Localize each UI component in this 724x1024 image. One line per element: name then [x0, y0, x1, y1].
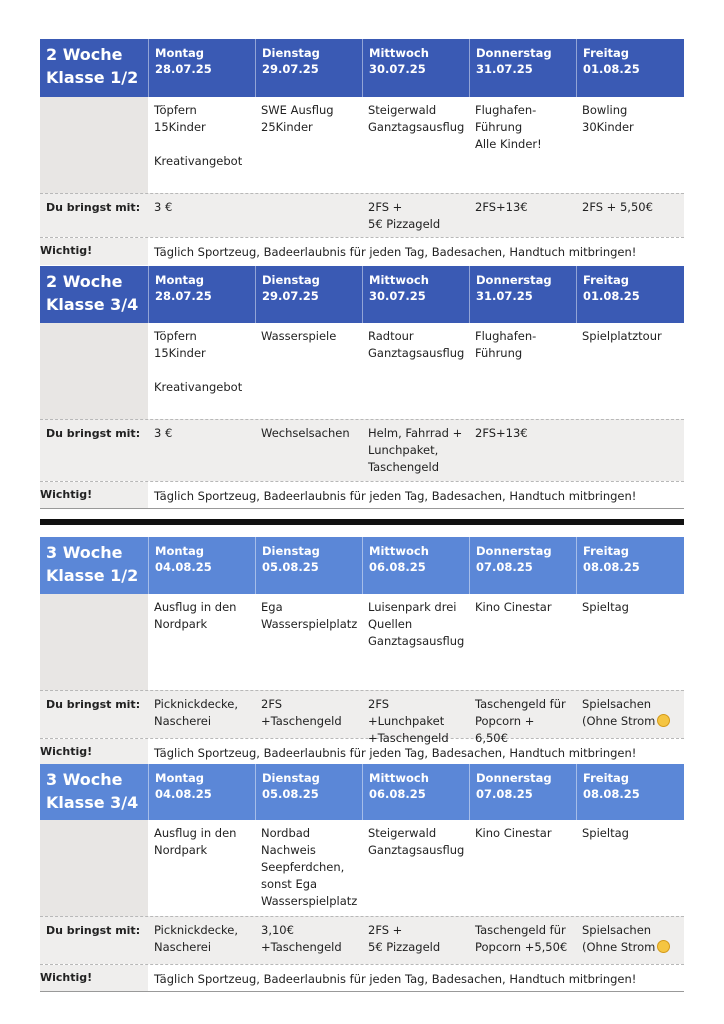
- week-title: 2 Woche Klasse 1/2: [46, 45, 139, 87]
- activity-label-cell: [40, 594, 148, 690]
- bring-label: Du bringst mit:: [46, 924, 141, 937]
- day-header-mittwoch: Mittwoch 06.08.25: [362, 764, 469, 820]
- day-header-freitag: Freitag 08.08.25: [576, 764, 683, 820]
- bring-cell: 2FS+13€: [475, 200, 528, 214]
- day-header-dienstag: Dienstag 29.07.25: [255, 266, 362, 323]
- week-title: 3 Woche Klasse 3/4: [46, 770, 139, 812]
- day-header-montag: Montag 28.07.25: [148, 39, 255, 97]
- bring-cell: 2FS +Taschengeld: [261, 697, 342, 728]
- bring-cell: [255, 194, 362, 237]
- day-header-freitag: Freitag 01.08.25: [576, 39, 683, 97]
- activity-row: [40, 323, 684, 419]
- activity-cell: Radtour Ganztagsausflug: [362, 323, 469, 419]
- grimace-emoji-icon: [657, 940, 670, 953]
- day-header-donnerstag: Donnerstag 07.08.25: [469, 764, 576, 820]
- bring-cell: 3,10€ +Taschengeld: [261, 923, 342, 954]
- wichtig-row: [40, 964, 684, 992]
- activity-cell: Wasserspiele: [255, 323, 362, 419]
- day-header-montag: Montag 04.08.25: [148, 764, 255, 820]
- activity-cell: Flughafen- Führung Alle Kinder!: [469, 97, 576, 193]
- bring-label: Du bringst mit:: [46, 698, 141, 711]
- day-header-donnerstag: Donnerstag 07.08.25: [469, 537, 576, 594]
- section-divider: [40, 519, 684, 525]
- activity-cell: Kino Cinestar: [469, 594, 576, 690]
- day-header-mittwoch: Mittwoch 06.08.25: [362, 537, 469, 594]
- bring-label: Du bringst mit:: [46, 201, 141, 214]
- activity-row: [40, 594, 684, 690]
- header-row: [40, 266, 684, 323]
- activity-row: [40, 820, 684, 916]
- week-plan-3-klasse-1-2: [40, 537, 684, 764]
- bring-cell: 2FS + 5€ Pizzageld: [368, 200, 441, 231]
- wichtig-text: Täglich Sportzeug, Badeerlaubnis für jeden Tag, Badesachen, Handtuch mitbringen!: [154, 972, 637, 986]
- day-header-montag: Montag 04.08.25: [148, 537, 255, 594]
- wichtig-text: Täglich Sportzeug, Badeerlaubnis für jeden Tag, Badesachen, Handtuch mitbringen!: [154, 489, 637, 503]
- bring-cell: Taschengeld für Popcorn + 6,50€: [475, 697, 566, 745]
- wichtig-label: Wichtig!: [40, 238, 148, 265]
- activity-cell: Luisenpark drei Quellen Ganztagsausflug: [362, 594, 469, 690]
- bring-cell: Spielsachen (Ohne Strom: [576, 917, 683, 964]
- wichtig-row: [40, 237, 684, 265]
- day-header-freitag: Freitag 01.08.25: [576, 266, 683, 323]
- wichtig-text: Täglich Sportzeug, Badeerlaubnis für jeden Tag, Badesachen, Handtuch mitbringen!: [154, 245, 637, 259]
- activity-cell: Ausflug in den Nordpark: [148, 820, 255, 916]
- wichtig-text: Täglich Sportzeug, Badeerlaubnis für jeden Tag, Badesachen, Handtuch mitbringen!: [154, 746, 637, 760]
- bring-row: [40, 690, 684, 745]
- activity-cell: Spieltag: [576, 594, 683, 690]
- bring-cell: [576, 420, 683, 481]
- bring-cell: 2FS + 5,50€: [582, 200, 653, 214]
- day-header-donnerstag: Donnerstag 31.07.25: [469, 39, 576, 97]
- day-header-dienstag: Dienstag 05.08.25: [255, 537, 362, 594]
- day-header-mittwoch: Mittwoch 30.07.25: [362, 39, 469, 97]
- day-header-dienstag: Dienstag 29.07.25: [255, 39, 362, 97]
- wichtig-row: [40, 738, 684, 764]
- bring-cell: Picknickdecke, Nascherei: [154, 697, 239, 728]
- activity-cell: Steigerwald Ganztagsausflug: [362, 820, 469, 916]
- day-header-donnerstag: Donnerstag 31.07.25: [469, 266, 576, 323]
- activity-row: [40, 97, 684, 193]
- activity-cell: Bowling 30Kinder: [576, 97, 683, 193]
- bring-cell: Wechselsachen: [261, 426, 350, 440]
- wichtig-row: [40, 481, 684, 509]
- day-header-freitag: Freitag 08.08.25: [576, 537, 683, 594]
- activity-cell: Ausflug in den Nordpark: [148, 594, 255, 690]
- activity-cell: SWE Ausflug 25Kinder: [255, 97, 362, 193]
- bring-row: [40, 419, 684, 481]
- activity-cell: Spielplatztour: [576, 323, 683, 419]
- activity-cell: Töpfern 15Kinder Kreativangebot: [148, 323, 255, 419]
- bring-cell: 3 €: [154, 426, 173, 440]
- day-header-mittwoch: Mittwoch 30.07.25: [362, 266, 469, 323]
- activity-label-cell: [40, 323, 148, 419]
- day-header-dienstag: Dienstag 05.08.25: [255, 764, 362, 820]
- bring-cell: Taschengeld für Popcorn +5,50€: [475, 923, 568, 954]
- activity-label-cell: [40, 820, 148, 916]
- activity-cell: Kino Cinestar: [469, 820, 576, 916]
- bring-cell: 2FS +Lunchpaket +Taschengeld: [368, 697, 449, 745]
- bring-row: [40, 193, 684, 237]
- activity-cell: Spieltag: [576, 820, 683, 916]
- week-plan-2-klasse-3-4: [40, 266, 684, 509]
- header-row: [40, 764, 684, 820]
- wichtig-label: Wichtig!: [40, 965, 148, 991]
- grimace-emoji-icon: [657, 714, 670, 727]
- week-title: 2 Woche Klasse 3/4: [46, 272, 139, 314]
- bring-cell: 2FS + 5€ Pizzageld: [368, 923, 441, 954]
- bring-cell: 2FS+13€: [475, 426, 528, 440]
- header-row: [40, 39, 684, 97]
- wichtig-label: Wichtig!: [40, 739, 148, 764]
- activity-cell: Steigerwald Ganztagsausflug: [362, 97, 469, 193]
- activity-label-cell: [40, 97, 148, 193]
- activity-cell: Ega Wasserspielplatz: [255, 594, 362, 690]
- week-plan-3-klasse-3-4: [40, 764, 684, 992]
- activity-cell: Flughafen- Führung: [469, 323, 576, 419]
- day-header-montag: Montag 28.07.25: [148, 266, 255, 323]
- wichtig-label: Wichtig!: [40, 482, 148, 508]
- bring-cell: 3 €: [154, 200, 173, 214]
- week-title: 3 Woche Klasse 1/2: [46, 543, 139, 585]
- bring-cell: Helm, Fahrrad + Lunchpaket, Taschengeld: [368, 426, 463, 474]
- bring-cell: Spielsachen (Ohne Strom: [576, 691, 683, 738]
- week-plan-2-klasse-1-2: [40, 39, 684, 265]
- activity-cell: Nordbad Nachweis Seepferdchen, sonst Ega Wasserspielplatz: [255, 820, 362, 916]
- bring-cell: Picknickdecke, Nascherei: [154, 923, 239, 954]
- bring-label: Du bringst mit:: [46, 427, 141, 440]
- header-row: [40, 537, 684, 594]
- bring-row: [40, 916, 684, 964]
- activity-cell: Töpfern 15Kinder Kreativangebot: [148, 97, 255, 193]
